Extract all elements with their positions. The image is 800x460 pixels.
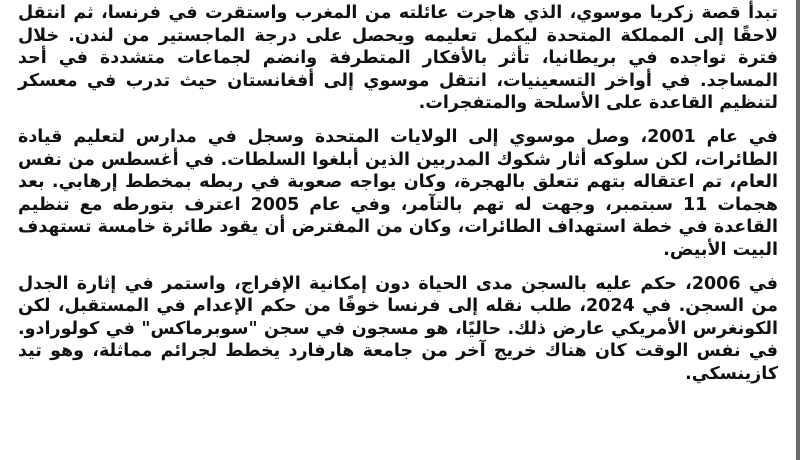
- article-paragraph-2: في عام 2001، وصل موسوي إلى الولايات المتحدة وسجل في مدارس لتعليم قيادة الطائرات، لكن سلوكه أثار شكوك المدربين الذين أبلغوا السلطات. في أغسطس من نفس العام، تم اعتقاله بتهم تتعلق بالهجرة، وكان يواجه صعوبة في ربطه بمخطط إرهابي. بعد هجمات 11 سبتمبر، وجهت له تهم بالتآمر، وفي عام 2005 اعترف بتورطه مع تنظيم القاعدة في خطة استهداف الطائرات، وكان من المفترض أن يقود طائرة خامسة تستهدف البيت الأبيض.: [18, 126, 778, 260]
- scrollbar-edge[interactable]: [796, 0, 800, 460]
- article-paragraph-3: في 2006، حكم عليه بالسجن مدى الحياة دون إمكانية الإفراج، واستمر في إثارة الجدل من السجن. في 2024، طلب نقله إلى فرنسا خوفًا من حكم الإعدام في المستقبل، لكن الكونغرس الأمريكي عارض ذلك. حاليًا، هو مسجون في سجن "سوبرماكس" في كولورادو. في نفس الوقت كان هناك خريج آخر من جامعة هارفارد يخطط لجرائم مماثلة، وهو تيد كازينسكي.: [18, 273, 778, 384]
- article-paragraph-1: تبدأ قصة زكريا موسوي، الذي هاجرت عائلته من المغرب واستقرت في فرنسا، ثم انتقل لاحقًا إلى المملكة المتحدة ليكمل تعليمه ويحصل على درجة الماجستير من لندن. خلال فترة تواجده في بريطانيا، تأثر بالأفكار المتطرفة وانضم لجماعات متشددة في أحد المساجد. في أواخر التسعينيات، انتقل موسوي إلى أفغانستان حيث تدرب في معسكر لتنظيم القاعدة على الأسلحة والمتفجرات.: [18, 3, 778, 114]
